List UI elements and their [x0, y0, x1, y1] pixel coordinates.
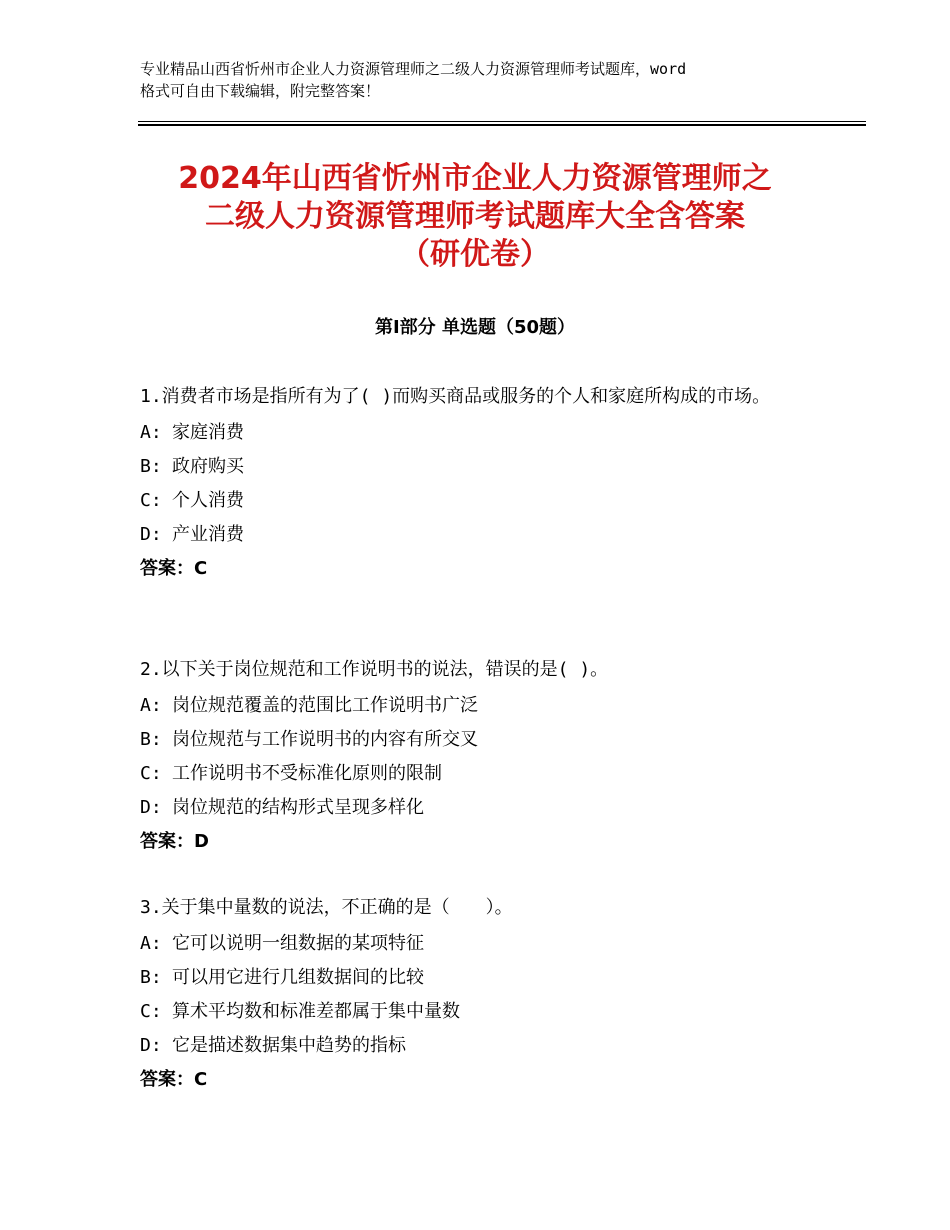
question-1	[140, 382, 820, 586]
question-3	[140, 893, 820, 1097]
option-letter: D:	[140, 1035, 162, 1056]
option-letter: C:	[140, 1001, 162, 1022]
option-text: 算术平均数和标准差都属于集中量数	[172, 1001, 460, 1022]
header-note-line-2: 格式可自由下载编辑，附完整答案！	[140, 82, 381, 100]
option-text: 工作说明书不受标准化原则的限制	[172, 763, 442, 784]
section-heading: 第Ⅰ部分 单选题（50题）	[374, 317, 575, 338]
question-stem: 3.关于集中量数的说法，不正确的是（ ）。	[140, 897, 513, 918]
document-title-line-3: （研优卷）	[400, 237, 550, 272]
option-a	[140, 689, 820, 723]
answer-text: 答案：D	[140, 831, 209, 852]
option-d	[140, 791, 820, 825]
option-c	[140, 484, 820, 518]
option-text: 它是描述数据集中趋势的指标	[172, 1035, 406, 1056]
document-title-line-2: 二级人力资源管理师考试题库大全含答案	[205, 199, 745, 234]
option-letter: D:	[140, 524, 162, 545]
option-text: 可以用它进行几组数据间的比较	[172, 967, 424, 988]
document-title-line-1: 2024年山西省忻州市企业人力资源管理师之	[178, 161, 772, 196]
option-d	[140, 1029, 820, 1063]
option-text: 它可以说明一组数据的某项特征	[172, 933, 424, 954]
option-c	[140, 757, 820, 791]
option-a	[140, 416, 820, 450]
option-letter: A:	[140, 933, 162, 954]
header-divider-thick	[138, 124, 866, 126]
option-letter: B:	[140, 456, 162, 477]
option-text: 产业消费	[172, 524, 244, 545]
option-letter: B:	[140, 729, 162, 750]
option-d	[140, 518, 820, 552]
option-b	[140, 450, 820, 484]
option-b	[140, 723, 820, 757]
question-stem: 1.消费者市场是指所有为了( )而购买商品或服务的个人和家庭所构成的市场。	[140, 386, 771, 407]
option-letter: A:	[140, 695, 162, 716]
option-text: 家庭消费	[172, 422, 244, 443]
document-title	[100, 160, 850, 274]
answer-text: 答案：C	[140, 1069, 208, 1090]
option-b	[140, 961, 820, 995]
header-divider-thin	[138, 121, 866, 122]
option-text: 个人消费	[172, 490, 244, 511]
option-text: 岗位规范覆盖的范围比工作说明书广泛	[172, 695, 478, 716]
header-note	[140, 58, 830, 102]
option-letter: C:	[140, 763, 162, 784]
header-note-line-1: 专业精品山西省忻州市企业人力资源管理师之二级人力资源管理师考试题库，word	[140, 60, 687, 78]
option-letter: A:	[140, 422, 162, 443]
option-letter: C:	[140, 490, 162, 511]
option-text: 岗位规范与工作说明书的内容有所交叉	[172, 729, 478, 750]
option-c	[140, 995, 820, 1029]
option-letter: B:	[140, 967, 162, 988]
option-text: 岗位规范的结构形式呈现多样化	[172, 797, 424, 818]
option-a	[140, 927, 820, 961]
option-text: 政府购买	[172, 456, 244, 477]
question-stem: 2.以下关于岗位规范和工作说明书的说法，错误的是( )。	[140, 659, 609, 680]
answer-text: 答案：C	[140, 558, 208, 579]
question-2	[140, 655, 820, 859]
option-letter: D:	[140, 797, 162, 818]
